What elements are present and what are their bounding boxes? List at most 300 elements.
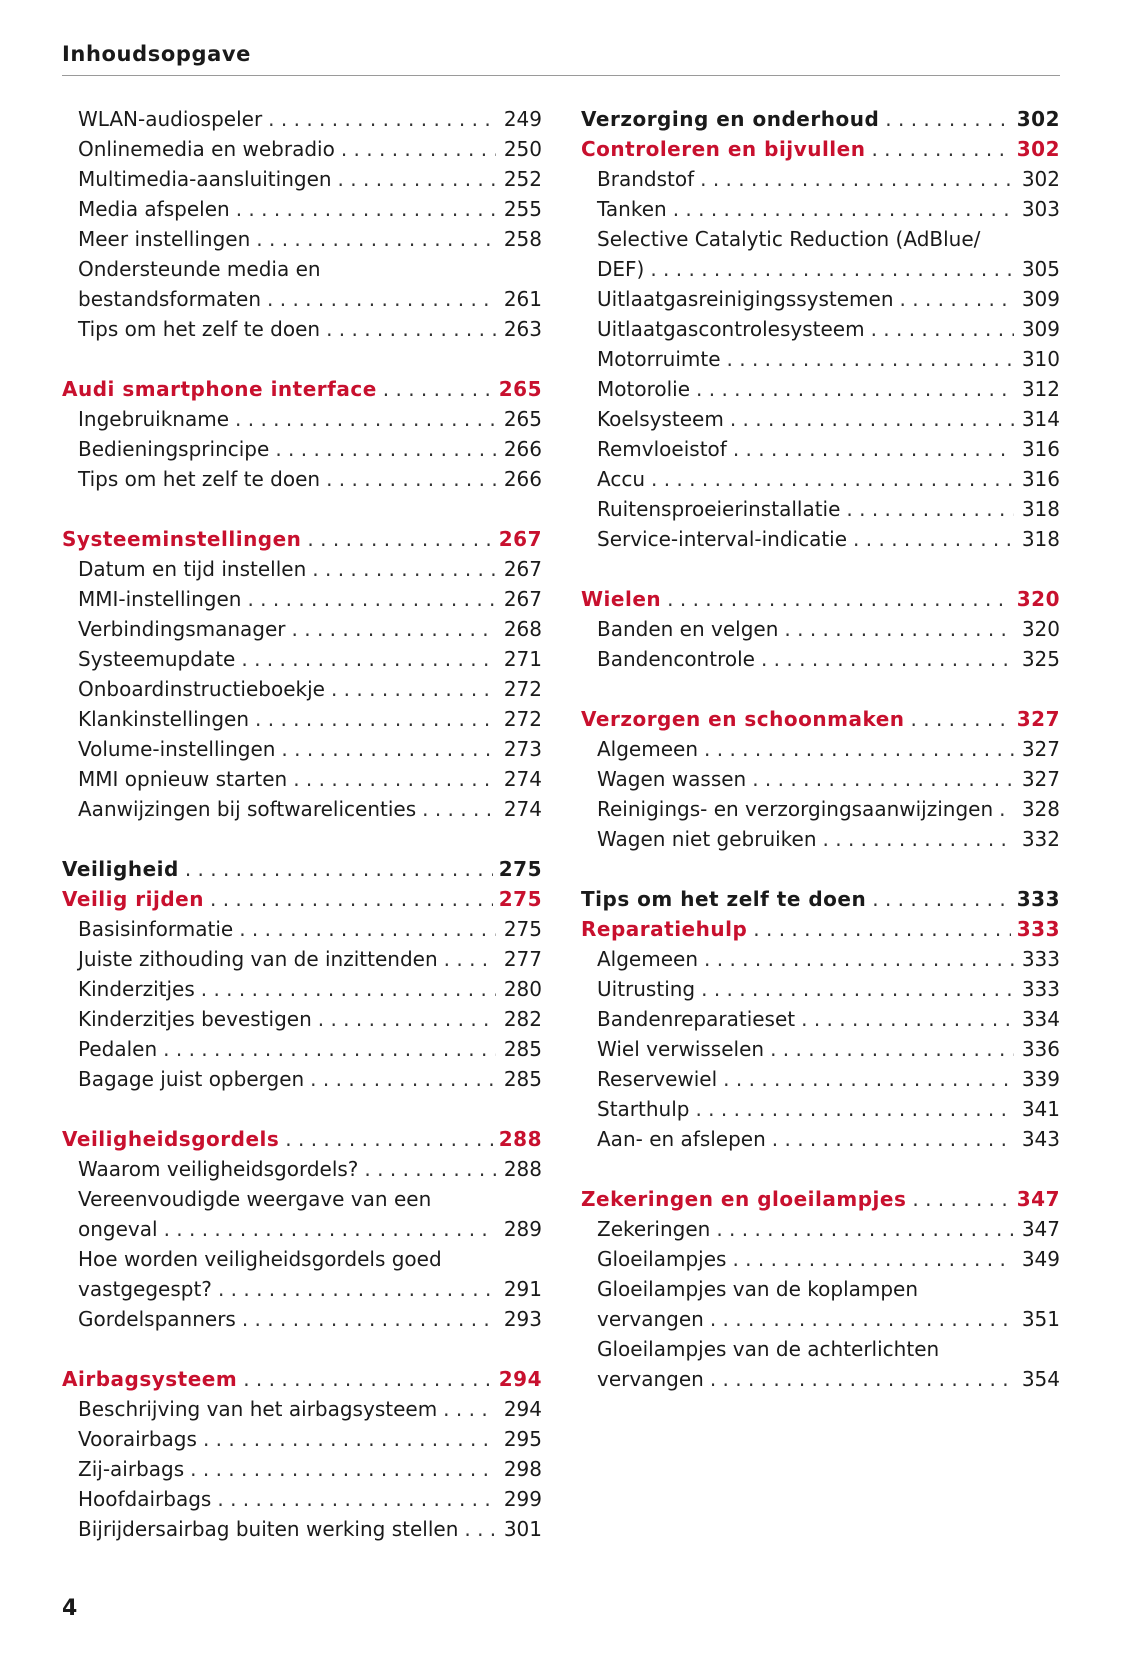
toc-page-number: 309 <box>1021 287 1060 311</box>
toc-entry[interactable] <box>62 434 542 464</box>
toc-entry[interactable] <box>62 614 542 644</box>
toc-entry-label: Remvloeistof <box>597 437 727 461</box>
toc-page-number: 318 <box>1021 497 1060 521</box>
toc-entry-label: Starthulp <box>597 1097 690 1121</box>
dot-leader <box>185 854 493 884</box>
toc-section-heading[interactable] <box>581 704 1060 734</box>
toc-entry-label: Waarom veiligheidsgordels? <box>78 1157 359 1181</box>
toc-entry[interactable] <box>581 524 1060 554</box>
toc-entry[interactable] <box>581 284 1060 314</box>
toc-entry <box>581 224 1060 254</box>
dot-leader <box>218 1274 496 1304</box>
toc-page-number: 328 <box>1021 797 1060 821</box>
toc-page-number: 277 <box>503 947 542 971</box>
dot-leader <box>801 1004 1014 1034</box>
toc-entry-label: Gloeilampjes van de achterlichten <box>597 1337 940 1361</box>
toc-entry-label: Gloeilampjes van de koplampen <box>597 1277 919 1301</box>
toc-section-heading[interactable] <box>581 104 1060 134</box>
toc-entry-label: Motorolie <box>597 377 691 401</box>
toc-entry-label: Juiste zithouding van de inzittenden <box>78 947 438 971</box>
dot-leader <box>912 1184 1010 1214</box>
toc-entry-label: Datum en tijd instellen <box>78 557 307 581</box>
dot-leader <box>318 1004 496 1034</box>
toc-entry-label: Controleren en bijvullen <box>581 137 866 161</box>
toc-entry-label: Zekeringen <box>597 1217 711 1241</box>
toc-page-number: 333 <box>1016 887 1060 911</box>
dot-leader <box>695 1094 1014 1124</box>
toc-entry-label: Gordelspanners <box>78 1307 236 1331</box>
toc-entry-label: Klankinstellingen <box>78 707 250 731</box>
toc-page-number: 333 <box>1016 917 1060 941</box>
toc-page-number: 336 <box>1021 1037 1060 1061</box>
toc-page-number: 265 <box>498 377 542 401</box>
toc-page-number: 305 <box>1021 257 1060 281</box>
dot-leader <box>772 1124 1014 1154</box>
dot-leader <box>696 374 1014 404</box>
toc-entry[interactable] <box>581 1004 1060 1034</box>
toc-entry-label: ongeval <box>78 1217 158 1241</box>
toc-page-number: 249 <box>503 107 542 131</box>
toc-section-heading[interactable] <box>62 524 542 554</box>
toc-entry[interactable] <box>581 1214 1060 1244</box>
dot-leader <box>190 1454 496 1484</box>
toc-entry-label: Tips om het zelf te doen <box>78 467 321 491</box>
dot-leader <box>723 1064 1014 1094</box>
dot-leader <box>331 674 496 704</box>
toc-entry-label: Meer instellingen <box>78 227 251 251</box>
toc-entry-label: vervangen <box>597 1307 704 1331</box>
dot-leader <box>900 284 1014 314</box>
toc-entry-label: Ruitensproeierinstallatie <box>597 497 841 521</box>
toc-entry[interactable] <box>581 1124 1060 1154</box>
dot-leader <box>871 134 1010 164</box>
toc-entry[interactable] <box>62 734 542 764</box>
toc-page-number: 354 <box>1021 1367 1060 1391</box>
toc-entry-label: Ondersteunde media en <box>78 257 321 281</box>
toc-entry-label: Tanken <box>597 197 667 221</box>
toc-entry[interactable] <box>62 584 542 614</box>
toc-page-number: 327 <box>1016 707 1060 731</box>
dot-leader <box>444 944 496 974</box>
toc-entry[interactable] <box>62 764 542 794</box>
dot-leader <box>770 1034 1014 1064</box>
toc-page-number: 349 <box>1021 1247 1060 1271</box>
toc-entry-label: Verbindingsmanager <box>78 617 286 641</box>
toc-entry-label: Uitrusting <box>597 977 696 1001</box>
toc-entry-label: Bandencontrole <box>597 647 755 671</box>
toc-page-number: 282 <box>503 1007 542 1031</box>
toc-page-number: 289 <box>503 1217 542 1241</box>
toc-page-number: 267 <box>503 587 542 611</box>
toc-entry-label: Veilig rijden <box>62 887 204 911</box>
toc-entry-label: Tips om het zelf te doen <box>78 317 321 341</box>
toc-entry[interactable] <box>62 974 542 1004</box>
toc-entry-label: Banden en velgen <box>597 617 779 641</box>
toc-entry-label: Hoe worden veiligheidsgordels goed <box>78 1247 442 1271</box>
dot-leader <box>256 224 496 254</box>
toc-page-number: 314 <box>1021 407 1060 431</box>
toc-entry <box>581 1334 1060 1364</box>
toc-page-number: 327 <box>1021 767 1060 791</box>
toc-page-number: 312 <box>1021 377 1060 401</box>
toc-entry <box>62 1244 542 1274</box>
section-gap <box>62 344 542 374</box>
page-header <box>62 42 1060 76</box>
dot-leader <box>911 704 1011 734</box>
dot-leader <box>464 1514 496 1544</box>
toc-entry[interactable] <box>62 1274 542 1304</box>
toc-page-number: 333 <box>1021 977 1060 1001</box>
toc-entry-label: MMI opnieuw starten <box>78 767 288 791</box>
toc-entry-label: Uitlaatgasreinigingssystemen <box>597 287 894 311</box>
dot-leader <box>293 764 496 794</box>
toc-entry-label: Ingebruikname <box>78 407 230 431</box>
toc-section-heading[interactable] <box>581 914 1060 944</box>
toc-entry-label: Wagen niet gebruiken <box>597 827 817 851</box>
toc-entry[interactable] <box>581 404 1060 434</box>
dot-leader <box>727 344 1014 374</box>
dot-leader <box>326 464 496 494</box>
toc-entry-label: Beschrijving van het airbagsysteem <box>78 1397 438 1421</box>
dot-leader <box>164 1214 496 1244</box>
toc-page-number: 332 <box>1021 827 1060 851</box>
toc-entry-label: Zekeringen en gloeilampjes <box>581 1187 907 1211</box>
toc-entry-label: vervangen <box>597 1367 704 1391</box>
toc-entry-label: Uitlaatgascontrolesysteem <box>597 317 865 341</box>
dot-leader <box>163 1034 496 1064</box>
toc-page-number: 261 <box>503 287 542 311</box>
toc-page-number: 320 <box>1021 617 1060 641</box>
toc-section-heading[interactable] <box>62 1364 542 1394</box>
toc-entry-label: Zij-airbags <box>78 1457 185 1481</box>
toc-page-number: 298 <box>503 1457 542 1481</box>
toc-entry[interactable] <box>581 254 1060 284</box>
dot-leader <box>700 164 1014 194</box>
section-gap <box>62 1334 542 1364</box>
dot-leader <box>761 644 1014 674</box>
toc-entry[interactable] <box>581 794 1060 824</box>
toc-entry[interactable] <box>62 1304 542 1334</box>
toc-entry-label: Pedalen <box>78 1037 158 1061</box>
dot-leader <box>307 524 492 554</box>
toc-entry-label: Gloeilampjes <box>597 1247 727 1271</box>
toc-page-number: 299 <box>503 1487 542 1511</box>
dot-leader <box>853 524 1014 554</box>
toc-entry-label: Reinigings- en verzorgingsaanwijzingen <box>597 797 994 821</box>
dot-leader <box>885 104 1010 134</box>
toc-entry[interactable] <box>581 974 1060 1004</box>
dot-leader <box>239 914 496 944</box>
dot-leader <box>704 734 1014 764</box>
toc-page-number: 316 <box>1021 467 1060 491</box>
dot-leader <box>673 194 1014 224</box>
toc-entry[interactable] <box>62 314 542 344</box>
dot-leader <box>247 584 496 614</box>
toc-entry[interactable] <box>581 1064 1060 1094</box>
toc-page-number: 252 <box>503 167 542 191</box>
toc-entry[interactable] <box>581 824 1060 854</box>
toc-page-number: 301 <box>503 1517 542 1541</box>
toc-entry-label: Voorairbags <box>78 1427 197 1451</box>
toc-page-number: 263 <box>503 317 542 341</box>
toc-page-number: 347 <box>1021 1217 1060 1241</box>
toc-entry[interactable] <box>581 1304 1060 1334</box>
toc-entry[interactable] <box>62 1004 542 1034</box>
toc-page-number: 266 <box>503 467 542 491</box>
toc-entry <box>62 1184 542 1214</box>
toc-entry[interactable] <box>62 914 542 944</box>
toc-entry-label: Media afspelen <box>78 197 230 221</box>
toc-entry-label: Wagen wassen <box>597 767 747 791</box>
toc-entry[interactable] <box>581 1364 1060 1394</box>
toc-page-number: 265 <box>503 407 542 431</box>
toc-entry[interactable] <box>581 764 1060 794</box>
dot-leader <box>217 1484 496 1514</box>
toc-entry-label: Bedieningsprincipe <box>78 437 270 461</box>
toc-entry-label: Bijrijdersairbag buiten werking stellen <box>78 1517 459 1541</box>
toc-entry-label: Audi smartphone interface <box>62 377 377 401</box>
toc-entry[interactable] <box>62 194 542 224</box>
toc-entry[interactable] <box>62 104 542 134</box>
toc-entry-label: Systeeminstellingen <box>62 527 302 551</box>
toc-entry[interactable] <box>62 944 542 974</box>
dot-leader <box>667 584 1011 614</box>
toc-entry[interactable] <box>62 1514 542 1544</box>
dot-leader <box>710 1304 1014 1334</box>
toc-entry[interactable] <box>581 614 1060 644</box>
toc-entry[interactable] <box>62 464 542 494</box>
toc-entry[interactable] <box>581 164 1060 194</box>
toc-entry[interactable] <box>62 674 542 704</box>
dot-leader <box>242 1304 496 1334</box>
toc-entry-label: Verzorging en onderhoud <box>581 107 880 131</box>
toc-entry-label: Verzorgen en schoonmaken <box>581 707 905 731</box>
toc-entry <box>62 254 542 284</box>
toc-column-left <box>62 104 542 1544</box>
toc-page-number: 318 <box>1021 527 1060 551</box>
toc-page-number: 272 <box>503 707 542 731</box>
toc-page-number: 275 <box>498 887 542 911</box>
toc-page-number: 320 <box>1016 587 1060 611</box>
dot-leader <box>236 194 496 224</box>
toc-entry <box>581 1274 1060 1304</box>
toc-page-number: 341 <box>1021 1097 1060 1121</box>
dot-leader <box>422 794 496 824</box>
toc-entry-label: Koelsysteem <box>597 407 724 431</box>
dot-leader <box>338 164 496 194</box>
toc-entry[interactable] <box>581 374 1060 404</box>
toc-entry[interactable] <box>581 644 1060 674</box>
toc-entry-label: Veiligheid <box>62 857 179 881</box>
page-number: 4 <box>62 1596 78 1621</box>
dot-leader <box>243 1364 493 1394</box>
toc-entry[interactable] <box>62 404 542 434</box>
toc-entry-label: Wiel verwisselen <box>597 1037 765 1061</box>
toc-page-number: 291 <box>503 1277 542 1301</box>
toc-entry-label: Onlinemedia en webradio <box>78 137 335 161</box>
toc-entry[interactable] <box>62 224 542 254</box>
toc-entry[interactable] <box>581 1244 1060 1274</box>
toc-entry-label: Brandstof <box>597 167 695 191</box>
toc-entry[interactable] <box>62 1484 542 1514</box>
toc-entry[interactable] <box>62 794 542 824</box>
toc-entry-label: Veiligheidsgordels <box>62 1127 280 1151</box>
toc-page-number: 294 <box>503 1397 542 1421</box>
dot-leader <box>650 254 1014 284</box>
toc-entry-label: Bagage juist opbergen <box>78 1067 305 1091</box>
toc-page-number: 266 <box>503 437 542 461</box>
dot-leader <box>730 404 1014 434</box>
header-title: Inhoudsopgave <box>62 42 252 66</box>
toc-page-number: 288 <box>498 1127 542 1151</box>
toc-entry-label: Basisinformatie <box>78 917 234 941</box>
toc-page-number: 258 <box>503 227 542 251</box>
toc-entry[interactable] <box>62 1424 542 1454</box>
toc-entry-label: Reparatiehulp <box>581 917 748 941</box>
dot-leader <box>732 1244 1014 1274</box>
toc-entry-label: Kinderzitjes bevestigen <box>78 1007 312 1031</box>
toc-entry-label: WLAN-audiospeler <box>78 107 263 131</box>
toc-page-number: 285 <box>503 1037 542 1061</box>
dot-leader <box>210 884 493 914</box>
toc-page-number: 274 <box>503 797 542 821</box>
toc-page-number: 309 <box>1021 317 1060 341</box>
section-gap <box>581 674 1060 704</box>
toc-page-number: 295 <box>503 1427 542 1451</box>
toc-entry[interactable] <box>581 1034 1060 1064</box>
toc-entry[interactable] <box>62 284 542 314</box>
toc-page-number: 267 <box>498 527 542 551</box>
toc-entry-label: Airbagsysteem <box>62 1367 238 1391</box>
dot-leader <box>784 614 1014 644</box>
dot-leader <box>341 134 496 164</box>
toc-entry[interactable] <box>62 1454 542 1484</box>
dot-leader <box>203 1424 496 1454</box>
toc-section-heading[interactable] <box>581 884 1060 914</box>
dot-leader <box>312 554 496 584</box>
toc-entry[interactable] <box>62 1394 542 1424</box>
toc-entry[interactable] <box>581 1094 1060 1124</box>
toc-entry-label: Kinderzitjes <box>78 977 195 1001</box>
toc-entry-label: Algemeen <box>597 947 699 971</box>
toc-entry-label: Bandenreparatieset <box>597 1007 796 1031</box>
dot-leader <box>285 1124 492 1154</box>
toc-entry[interactable] <box>581 734 1060 764</box>
toc-page-number: 250 <box>503 137 542 161</box>
dot-leader <box>716 1214 1014 1244</box>
toc-entry[interactable] <box>581 314 1060 344</box>
toc-entry[interactable] <box>581 464 1060 494</box>
dot-leader <box>846 494 1014 524</box>
toc-page-number: 310 <box>1021 347 1060 371</box>
toc-entry[interactable] <box>62 554 542 584</box>
toc-section-heading[interactable] <box>581 134 1060 164</box>
section-gap <box>62 494 542 524</box>
dot-leader <box>872 884 1011 914</box>
toc-page-number: 272 <box>503 677 542 701</box>
toc-page-number: 302 <box>1021 167 1060 191</box>
toc-entry[interactable] <box>62 1154 542 1184</box>
toc-entry[interactable] <box>581 944 1060 974</box>
dot-leader <box>752 764 1014 794</box>
toc-page-number: 267 <box>503 557 542 581</box>
dot-leader <box>443 1394 496 1424</box>
toc-section-heading[interactable] <box>581 1184 1060 1214</box>
toc-section-heading[interactable] <box>581 584 1060 614</box>
dot-leader <box>281 734 496 764</box>
toc-page-number: 293 <box>503 1307 542 1331</box>
toc-page-number: 268 <box>503 617 542 641</box>
toc-entry[interactable] <box>62 1034 542 1064</box>
toc-entry[interactable] <box>62 704 542 734</box>
toc-entry[interactable] <box>581 434 1060 464</box>
toc-section-heading[interactable] <box>62 884 542 914</box>
toc-section-heading[interactable] <box>62 374 542 404</box>
toc-entry[interactable] <box>62 644 542 674</box>
toc-page-number: 274 <box>503 767 542 791</box>
section-gap <box>581 854 1060 884</box>
toc-entry-label: Volume-instellingen <box>78 737 276 761</box>
dot-leader <box>201 974 496 1004</box>
toc-entry-label: Aan- en afslepen <box>597 1127 766 1151</box>
toc-entry-label: Accu <box>597 467 645 491</box>
toc-page-number: 275 <box>498 857 542 881</box>
toc-page-number: 325 <box>1021 647 1060 671</box>
toc-page-number: 339 <box>1021 1067 1060 1091</box>
toc-entry[interactable] <box>581 344 1060 374</box>
toc-page-number: 285 <box>503 1067 542 1091</box>
toc-entry-label: Systeemupdate <box>78 647 236 671</box>
toc-entry-label: Service-interval-indicatie <box>597 527 848 551</box>
toc-entry-label: vastgegespt? <box>78 1277 212 1301</box>
dot-leader <box>753 914 1010 944</box>
toc-page-number: 316 <box>1021 437 1060 461</box>
toc-page-number: 343 <box>1021 1127 1060 1151</box>
toc-entry-label: Onboardinstructieboekje <box>78 677 325 701</box>
toc-entry-label: Aanwijzingen bij softwarelicenties <box>78 797 417 821</box>
dot-leader <box>275 434 496 464</box>
dot-leader <box>364 1154 496 1184</box>
toc-page-number: 302 <box>1016 137 1060 161</box>
toc-entry[interactable] <box>62 1064 542 1094</box>
toc-page-number: 280 <box>503 977 542 1001</box>
toc-entry[interactable] <box>62 134 542 164</box>
dot-leader <box>241 644 496 674</box>
toc-entry[interactable] <box>62 164 542 194</box>
toc-page-number: 351 <box>1021 1307 1060 1331</box>
dot-leader <box>255 704 496 734</box>
dot-leader <box>701 974 1014 1004</box>
toc-section-heading[interactable] <box>62 854 542 884</box>
section-gap <box>581 1154 1060 1184</box>
toc-entry-label: Selective Catalytic Reduction (AdBlue/ <box>597 227 981 251</box>
toc-entry[interactable] <box>581 494 1060 524</box>
toc-page-number: 327 <box>1021 737 1060 761</box>
toc-entry[interactable] <box>62 1214 542 1244</box>
toc-section-heading[interactable] <box>62 1124 542 1154</box>
toc-entry-label: Vereenvoudigde weergave van een <box>78 1187 432 1211</box>
toc-entry[interactable] <box>581 194 1060 224</box>
dot-leader <box>267 284 496 314</box>
dot-leader <box>823 824 1014 854</box>
dot-leader <box>310 1064 496 1094</box>
toc-entry-label: bestandsformaten <box>78 287 262 311</box>
section-gap <box>62 1094 542 1124</box>
toc-page-number: 273 <box>503 737 542 761</box>
toc-entry-label: Wielen <box>581 587 662 611</box>
dot-leader <box>871 314 1014 344</box>
dot-leader <box>710 1364 1014 1394</box>
